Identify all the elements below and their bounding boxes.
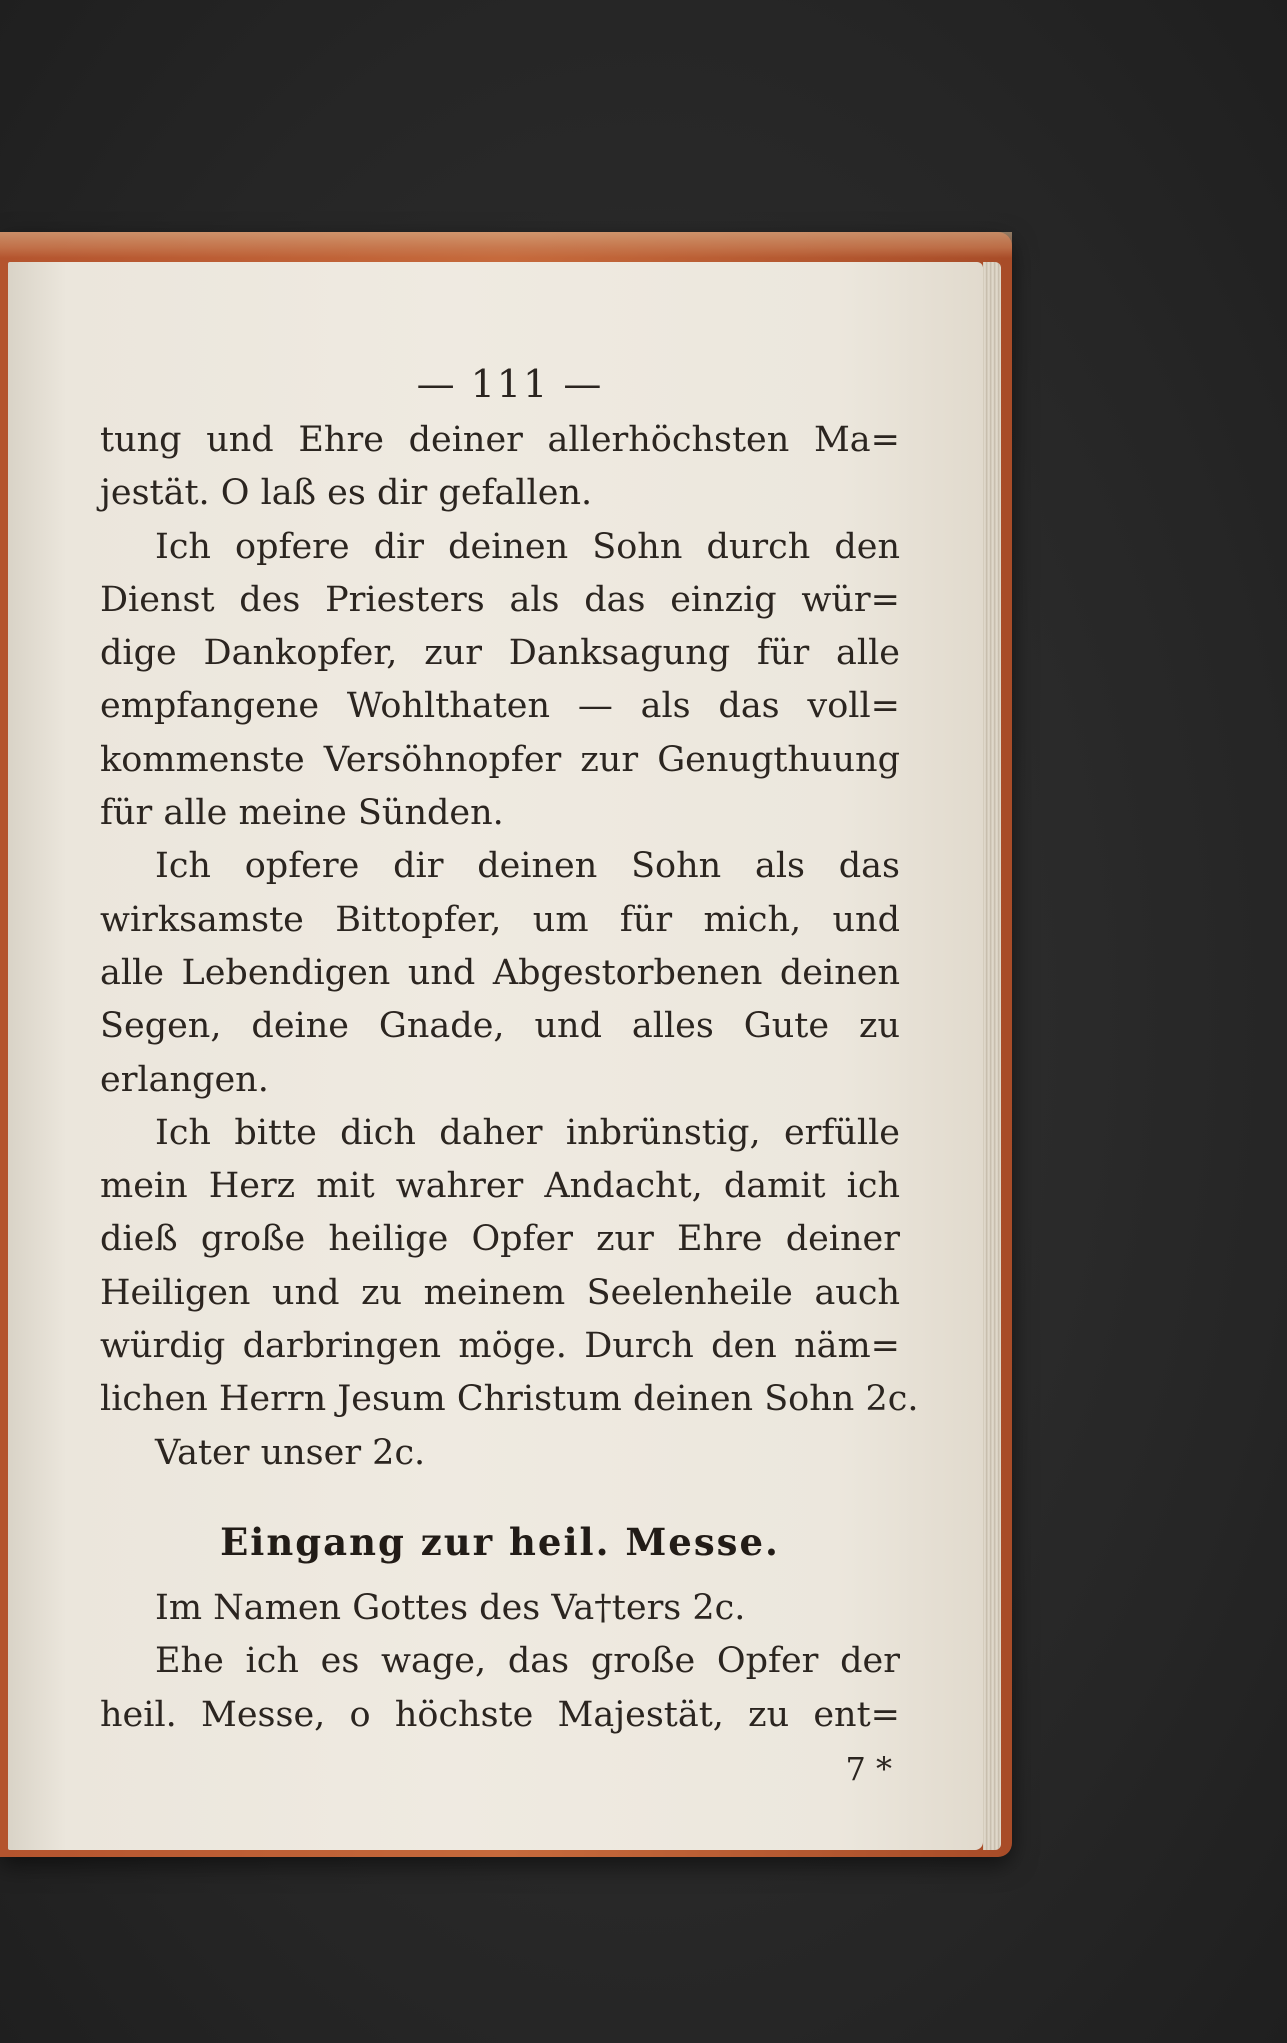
text-line: Ich opfere dir deinen Sohn als das [155,846,900,887]
page-number-header: — 111 — [416,362,604,406]
text-line: Im Namen Gottes des Va†ters 2c. [155,1588,746,1628]
text-line: Heiligen und zu meinem Seelenheile auch [100,1272,900,1313]
text-line: Vater unser 2c. [155,1432,426,1473]
text-line: Ich opfere dir deinen Sohn durch den [155,526,900,567]
text-line: Dienst des Priesters als das einzig wür= [100,579,900,620]
text-line: heil. Messe, o höchste Majestät, zu ent= [100,1694,900,1735]
cover-wear [0,232,1012,258]
page-edges [983,262,1001,1850]
signature-mark: 7 * [845,1750,892,1788]
text-line: alle Lebendigen und Abgestorbenen deinen [100,952,900,993]
text-line: Segen, deine Gnade, und alles Gute zu [100,1006,900,1047]
body-text [100,414,919,1480]
section-heading: Eingang zur heil. Messe. [220,1520,780,1564]
text-line: lichen Herrn Jesum Christum deinen Sohn 2c. [100,1379,919,1420]
text-line: empfangene Wohlthaten — als das voll= [100,686,900,727]
text-line: Ich bitte dich daher inbrünstig, erfülle [155,1112,900,1153]
text-line: würdig darbringen möge. Durch den näm= [100,1326,900,1367]
text-line: tung und Ehre deiner allerhöchsten Ma= [100,420,900,460]
text-line: kommenste Versöhnopfer zur Genugthuung [100,739,900,780]
text-line: erlangen. [100,1059,269,1100]
text-line: Ehe ich es wage, das große Opfer der [155,1641,900,1682]
text-line: dige Dankopfer, zur Danksagung für alle [100,633,900,674]
section-body-text [100,1582,900,1742]
text-line: wirksamste Bittopfer, um für mich, und [100,899,900,940]
text-line: dieß große heilige Opfer zur Ehre deiner [100,1219,900,1260]
text-line: für alle meine Sünden. [100,793,504,834]
text-line: jestät. O laß es dir gefallen. [100,473,593,514]
text-line: mein Herz mit wahrer Andacht, damit ich [100,1166,900,1207]
